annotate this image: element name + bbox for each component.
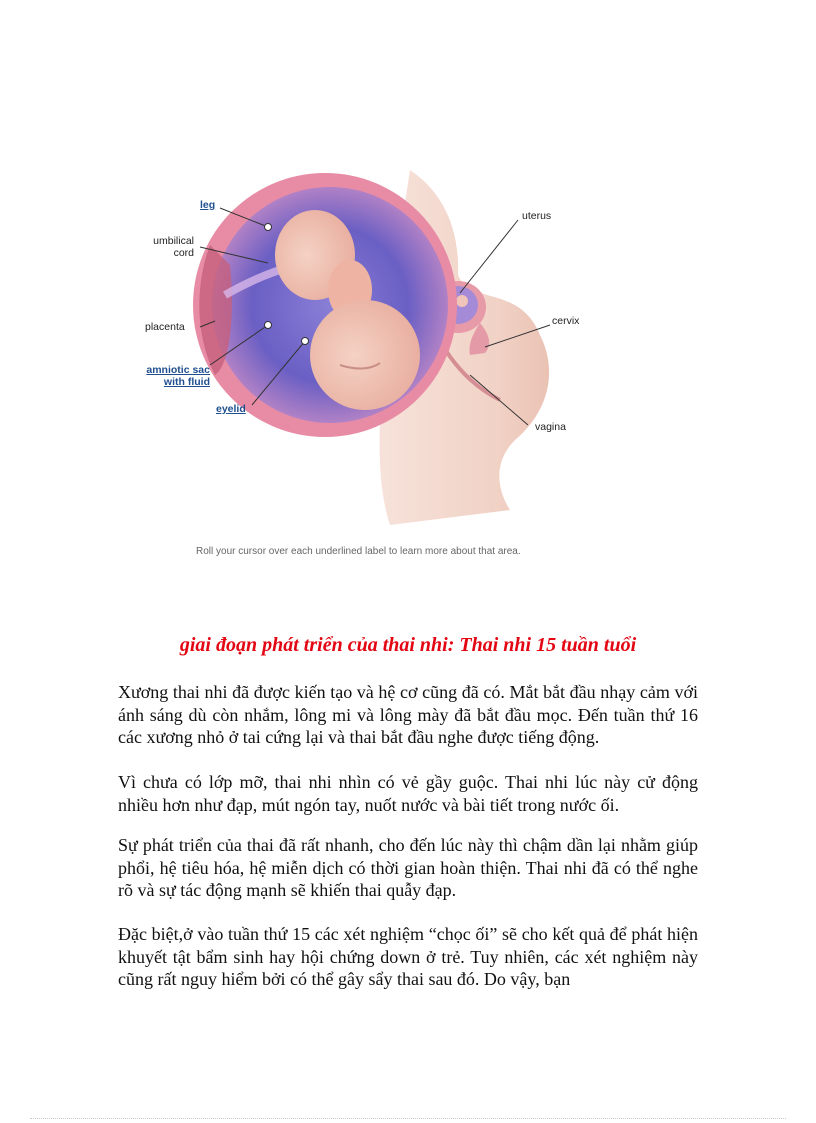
paragraph-1: Xương thai nhi đã được kiến tạo và hệ cơ cũng đã có. Mắt bắt đầu nhạy cảm với ánh sáng dù còn nhắm, lông mi và lông mày đã bắt đầu mọc. Đến tuần thứ 16 các xương nhỏ ở tai cứng lại và thai bắt đầu nghe được tiếng động. [118, 682, 698, 747]
label-placenta: placenta [145, 321, 185, 333]
figure-caption: Roll your cursor over each underlined label to learn more about that area. [196, 546, 521, 557]
footer-divider [30, 1118, 786, 1119]
paragraph-4: Đặc biệt,ở vào tuần thứ 15 các xét nghiệm “chọc ối” sẽ cho kết quả để phát hiện khuyết tật bẩm sinh hay hội chứng down ở trẻ. Tuy nhiên, các xét nghiệm này cũng rất nguy hiểm bởi có thể gây sẩy thai sau đó. Do vậy, bạn [118, 924, 698, 989]
label-eyelid[interactable]: eyelid [216, 403, 246, 415]
fetal-development-figure [140, 165, 610, 565]
fetus-head [310, 300, 420, 410]
label-umbilical-cord: umbilical cord [153, 235, 194, 259]
paragraph-3: Sự phát triển của thai đã rất nhanh, cho đến lúc này thì chậm dần lại nhằm giúp phổi, hệ tiêu hóa, hệ miễn dịch có thời gian hoàn thiện. Thai nhi đã có thể nghe rõ và sự tác động mạnh sẽ khiến thai quẫy đạp. [118, 835, 698, 900]
fetus-illustration [140, 165, 610, 565]
article-title: giai đoạn phát triển của thai nhi: Thai nhi 15 tuần tuổi [179, 634, 637, 656]
paragraph-2: Vì chưa có lớp mỡ, thai nhi nhìn có vẻ gầy guộc. Thai nhi lúc này cử động nhiều hơn như đạp, mút ngón tay, nuốt nước và bài tiết trong nước ối. [118, 772, 698, 815]
label-leg[interactable]: leg [200, 199, 216, 211]
label-vagina: vagina [535, 421, 566, 433]
label-cervix: cervix [552, 315, 580, 327]
label-amniotic-sac[interactable]: amniotic sac with fluid [146, 364, 210, 388]
label-uterus: uterus [522, 210, 552, 222]
